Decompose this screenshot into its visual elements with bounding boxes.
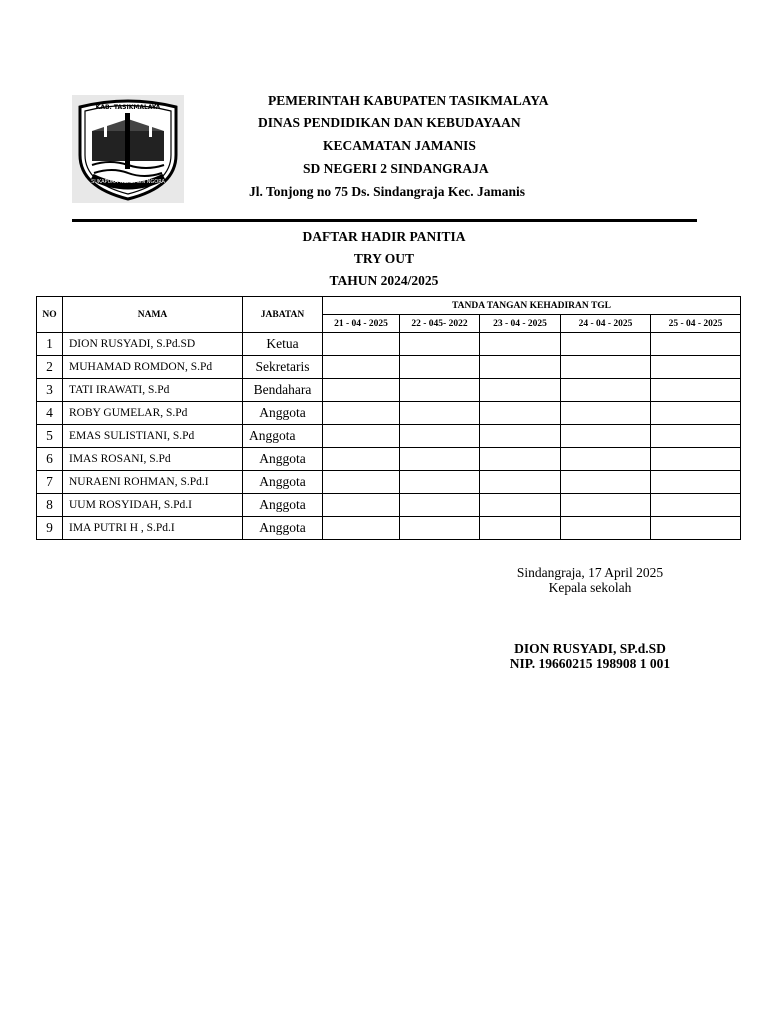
- signature-cell[interactable]: [480, 356, 561, 379]
- signature-cell[interactable]: [323, 356, 400, 379]
- row-jabatan: Anggota: [243, 494, 323, 517]
- row-nama: ROBY GUMELAR, S.Pd: [63, 402, 243, 425]
- signature-cell[interactable]: [651, 517, 741, 540]
- row-nama: DION RUSYADI, S.Pd.SD: [63, 333, 243, 356]
- signature-cell[interactable]: [400, 425, 480, 448]
- letterhead-line-4: SD NEGERI 2 SINDANGRAJA: [303, 161, 489, 176]
- row-nama: IMA PUTRI H , S.Pd.I: [63, 517, 243, 540]
- header-no: NO: [37, 297, 63, 333]
- row-nama: IMAS ROSANI, S.Pd: [63, 448, 243, 471]
- district-emblem-logo: [72, 95, 184, 203]
- header-signature-group: TANDA TANGAN KEHADIRAN TGL: [323, 297, 741, 315]
- table-row: [37, 356, 741, 379]
- document-title: DAFTAR HADIR PANITIA: [302, 229, 466, 244]
- row-nama: MUHAMAD ROMDON, S.Pd: [63, 356, 243, 379]
- header-nama: NAMA: [63, 297, 243, 333]
- signature-cell[interactable]: [561, 517, 651, 540]
- signature-cell[interactable]: [480, 448, 561, 471]
- table-row: [37, 471, 741, 494]
- row-no: 3: [37, 379, 63, 402]
- signature-cell[interactable]: [400, 356, 480, 379]
- header-date: 21 - 04 - 2025: [323, 315, 400, 333]
- signature-cell[interactable]: [561, 471, 651, 494]
- signature-cell[interactable]: [323, 517, 400, 540]
- signature-cell[interactable]: [651, 425, 741, 448]
- signature-cell[interactable]: [323, 379, 400, 402]
- signature-cell[interactable]: [480, 402, 561, 425]
- row-jabatan: Bendahara: [243, 379, 323, 402]
- signature-cell[interactable]: [400, 333, 480, 356]
- row-jabatan: Sekretaris: [243, 356, 323, 379]
- letterhead-line-2: DINAS PENDIDIKAN DAN KEBUDAYAAN: [258, 115, 521, 130]
- row-jabatan: Anggota: [243, 448, 323, 471]
- header-date: 22 - 045- 2022: [400, 315, 480, 333]
- signature-cell[interactable]: [561, 402, 651, 425]
- logo-text-top: KAB. TASIKMALAYA: [95, 104, 161, 111]
- document-subtitle: TRY OUT: [353, 251, 415, 266]
- letterhead-line-3: KECAMATAN JAMANIS: [323, 138, 476, 153]
- row-no: 7: [37, 471, 63, 494]
- row-jabatan: Anggota: [243, 471, 323, 494]
- signature-cell[interactable]: [480, 333, 561, 356]
- signature-cell[interactable]: [480, 425, 561, 448]
- signature-cell[interactable]: [651, 402, 741, 425]
- signature-cell[interactable]: [651, 448, 741, 471]
- signature-cell[interactable]: [480, 494, 561, 517]
- signature-cell[interactable]: [400, 448, 480, 471]
- table-row: [37, 448, 741, 471]
- signature-cell[interactable]: [480, 517, 561, 540]
- signature-cell[interactable]: [323, 402, 400, 425]
- signature-cell[interactable]: [561, 425, 651, 448]
- table-row: [37, 517, 741, 540]
- signature-cell[interactable]: [400, 402, 480, 425]
- header-date: 23 - 04 - 2025: [480, 315, 561, 333]
- row-no: 1: [37, 333, 63, 356]
- attendance-table: [36, 296, 741, 540]
- table-row: [37, 402, 741, 425]
- table-row: [37, 333, 741, 356]
- letterhead-address: Jl. Tonjong no 75 Ds. Sindangraja Kec. Jamanis: [249, 184, 526, 199]
- row-nama: TATI IRAWATI, S.Pd: [63, 379, 243, 402]
- header-jabatan: JABATAN: [243, 297, 323, 333]
- letterhead-divider: [72, 219, 697, 222]
- signature-cell[interactable]: [323, 494, 400, 517]
- signature-cell[interactable]: [323, 471, 400, 494]
- signature-cell[interactable]: [400, 517, 480, 540]
- document-year: TAHUN 2024/2025: [329, 273, 439, 288]
- table-row: [37, 425, 741, 448]
- row-no: 8: [37, 494, 63, 517]
- signature-name: DION RUSYADI, SP.d.SD: [514, 641, 666, 656]
- signature-cell[interactable]: [561, 379, 651, 402]
- signature-cell[interactable]: [480, 379, 561, 402]
- signature-cell[interactable]: [651, 333, 741, 356]
- signature-place-date: Sindangraja, 17 April 2025: [516, 565, 664, 580]
- signature-cell[interactable]: [561, 494, 651, 517]
- row-no: 5: [37, 425, 63, 448]
- table-row: [37, 494, 741, 517]
- header-date: 25 - 04 - 2025: [651, 315, 741, 333]
- signature-cell[interactable]: [561, 333, 651, 356]
- row-jabatan: Ketua: [243, 333, 323, 356]
- logo-text-bottom: SUKAPURA NGADAUN NGORA: [91, 179, 165, 185]
- signature-cell[interactable]: [651, 471, 741, 494]
- row-no: 6: [37, 448, 63, 471]
- row-no: 2: [37, 356, 63, 379]
- signature-role: Kepala sekolah: [548, 580, 632, 595]
- signature-cell[interactable]: [480, 471, 561, 494]
- row-nama: NURAENI ROHMAN, S.Pd.I: [63, 471, 243, 494]
- signature-cell[interactable]: [323, 448, 400, 471]
- signature-cell[interactable]: [651, 379, 741, 402]
- signature-cell[interactable]: [561, 448, 651, 471]
- row-jabatan: Anggota: [243, 517, 323, 540]
- row-jabatan: Anggota: [243, 425, 323, 448]
- row-nama: UUM ROSYIDAH, S.Pd.I: [63, 494, 243, 517]
- signature-cell[interactable]: [400, 471, 480, 494]
- row-no: 9: [37, 517, 63, 540]
- row-jabatan: Anggota: [243, 402, 323, 425]
- signature-cell[interactable]: [651, 494, 741, 517]
- header-date: 24 - 04 - 2025: [561, 315, 651, 333]
- signature-cell[interactable]: [651, 356, 741, 379]
- row-no: 4: [37, 402, 63, 425]
- signature-cell[interactable]: [400, 379, 480, 402]
- signature-nip: NIP. 19660215 198908 1 001: [509, 656, 671, 671]
- signature-cell[interactable]: [323, 333, 400, 356]
- table-row: [37, 379, 741, 402]
- letterhead-line-1: PEMERINTAH KABUPATEN TASIKMALAYA: [268, 93, 549, 108]
- signature-cell[interactable]: [323, 425, 400, 448]
- signature-cell[interactable]: [561, 356, 651, 379]
- signature-cell[interactable]: [400, 494, 480, 517]
- row-nama: EMAS SULISTIANI, S.Pd: [63, 425, 243, 448]
